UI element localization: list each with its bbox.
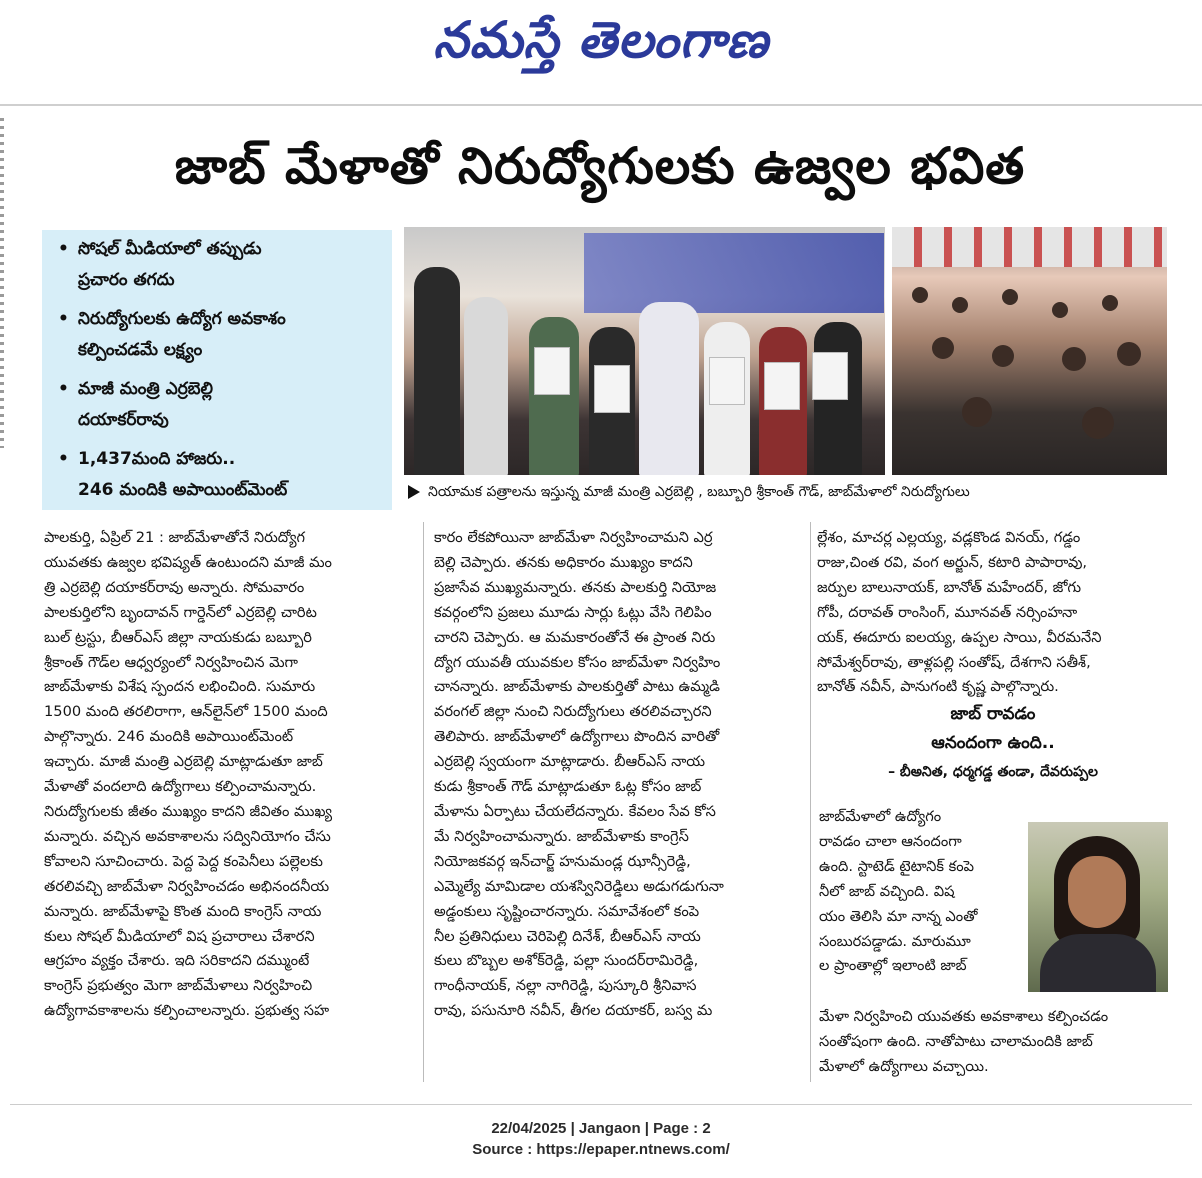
article-line: ఇచ్చారు. మాజీ మంత్రి ఎర్రబెల్లి మాట్లాడుతూ జాబ్ bbox=[44, 753, 323, 771]
column-divider bbox=[423, 522, 424, 1082]
person-figure bbox=[529, 317, 579, 475]
page-edge-marks bbox=[0, 118, 4, 448]
crowd-head bbox=[1002, 289, 1018, 305]
letter-paper bbox=[812, 352, 848, 400]
article-line: గాంధీనాయక్, నల్లా నాగిరెడ్డి, పుస్కూరి శ్రీనివాస bbox=[434, 977, 697, 995]
article-line: రాజు,చింత రవి, వంగ అర్జున్, కటారి పాపారావు, bbox=[817, 553, 1088, 571]
column-divider bbox=[810, 522, 811, 1082]
highlight-line: 1,437మంది హాజరు.. bbox=[78, 449, 236, 469]
person-figure bbox=[639, 302, 699, 475]
article-line: రావడం చాలా ఆనందంగా bbox=[819, 832, 962, 850]
article-line: గోపీ, దరావత్ రాంసింగ్, మూనవత్ నర్సింహనా bbox=[817, 603, 1078, 621]
photo-appointment-letters bbox=[404, 227, 885, 475]
highlight-line: మాజీ మంత్రి ఎర్రబెల్లి bbox=[78, 379, 213, 399]
article-line: కులు బొబ్బల అశోక్‌రెడ్డి, పల్లా సుందర్‌రామిరెడ్డి, bbox=[434, 952, 699, 970]
article-line: కోవాలని సూచించారు. పెద్ద పెద్ద కంపెనీలు పల్లెలకు bbox=[44, 852, 323, 870]
article-line: మే నిర్వహించామన్నారు. జాబ్‌మేళాకు కాంగ్రెస్ bbox=[434, 827, 689, 845]
article-line: నిరుద్యోగులకు జీతం ముఖ్యం కాదని జీవితం ముఖ్య bbox=[44, 802, 333, 820]
portrait-body bbox=[1040, 934, 1156, 992]
footer bbox=[0, 1118, 1202, 1160]
top-rule bbox=[0, 104, 1202, 106]
article-line: నియోజకవర్గ ఇన్‌చార్జ్ హనుమండ్ల ఝాన్సీరెడ్డి, bbox=[434, 852, 691, 870]
article-line: ల ప్రాంతాల్లో ఇలాంటి జాబ్ bbox=[819, 957, 967, 975]
article-line: ద్యోగ యువతీ యువకుల కోసం జాబ్‌మేళా నిర్వహిం bbox=[434, 653, 721, 671]
bullet-icon: • bbox=[58, 239, 69, 259]
article-line: సంతోషంగా ఉంది. నాతోపాటు చాలామందికి జాబ్ bbox=[819, 1032, 1093, 1050]
article-line: మేళాను ఏర్పాటు చేయలేదన్నారు. కేవలం సేవ కోస bbox=[434, 802, 716, 820]
article-column-2 bbox=[434, 526, 802, 1024]
article-line: నీల ప్రతినిధులు చెరిపెల్లి దినేశ్, బీఆర్‌ఎస్ నాయ bbox=[434, 927, 701, 945]
letter-paper bbox=[764, 362, 800, 410]
article-line: చానన్నారు. జాబ్‌మేళాకు పాలకుర్తితో పాటు ఉమ్మడి bbox=[434, 678, 720, 696]
article-line: అడ్డంకులు సృష్టించారన్నారు. సమావేశంలో కంపె bbox=[434, 902, 700, 920]
crowd-head bbox=[1052, 302, 1068, 318]
article-line: కాంగ్రెస్ ప్రభుత్వం మెగా జాబ్‌మేళాలు నిర్వహించి bbox=[44, 977, 313, 995]
portrait-photo bbox=[1028, 822, 1168, 992]
headline bbox=[40, 126, 1160, 218]
crowd-head bbox=[1062, 347, 1086, 371]
highlight-line: సోషల్ మీడియాలో తప్పుడు bbox=[78, 239, 262, 259]
sidebar-byline: – బీఅనిత, ధర్మగడ్డ తండా, దేవరుప్పల bbox=[888, 764, 1098, 780]
highlight-item bbox=[58, 234, 262, 296]
stage-banner bbox=[584, 233, 884, 313]
article-line: యువతకు ఉజ్వల భవిష్యత్ ఉంటుందని మాజీ మం bbox=[44, 553, 332, 571]
article-line: పాలకుర్తి, ఏప్రిల్ 21 : జాబ్‌మేళాతోనే నిరుద్యోగ bbox=[44, 529, 306, 546]
sidebar-title-line1: జాబ్ రావడం bbox=[950, 704, 1036, 724]
photo-caption bbox=[404, 478, 1168, 506]
article-line: జర్పుల బాలునాయక్, బానోత్ మహేందర్, జోగు bbox=[817, 578, 1081, 596]
article-line: 1500 మంది తరలిరాగా, ఆన్‌లైన్‌లో 1500 మంది bbox=[44, 703, 328, 721]
caption-arrow-icon bbox=[408, 485, 420, 499]
article-line: ఎమ్మెల్యే మామిడాల యశస్వినిరెడ్డిలు అడుగడుగునా bbox=[434, 877, 724, 895]
bullet-icon: • bbox=[58, 379, 69, 399]
bullet-icon: • bbox=[58, 309, 69, 329]
highlight-item bbox=[58, 374, 213, 436]
crowd-head bbox=[1117, 342, 1141, 366]
highlight-line: నిరుద్యోగులకు ఉద్యోగ అవకాశం bbox=[78, 309, 286, 329]
crowd-head bbox=[912, 287, 928, 303]
article-line: త్రి ఎర్రబెల్లి దయాకర్‌రావు అన్నారు. సోమవారం bbox=[44, 578, 305, 596]
article-line: యక్, ఈదూరు ఐలయ్య, ఉప్పల సాయి, వీరమనేని bbox=[817, 628, 1102, 646]
highlight-line: కల్పించడమే లక్ష్యం bbox=[78, 340, 203, 360]
article-line: పాల్గొన్నారు. 246 మందికి అపాయింట్‌మెంట్ bbox=[44, 728, 294, 746]
article-line: పాలకుర్తిలోని బృందావన్ గార్డెన్‌లో ఎర్రబెల్లి చారిట bbox=[44, 603, 317, 621]
article-line: ఆగ్రహం వ్యక్తం చేశారు. ఇది సరికాదని దమ్ముంటే bbox=[44, 952, 310, 970]
highlight-line: 246 మందికి అపాయింట్‌మెంట్ bbox=[78, 480, 288, 500]
article-line: వరంగల్ జిల్లా నుంచి నిరుద్యోగులు తరలివచ్చారని bbox=[434, 703, 712, 721]
article-line: శ్రీకాంత్ గౌడ్‌ల ఆధ్వర్యంలో నిర్వహించిన మెగా bbox=[44, 653, 298, 671]
article-line: ల్లేశం, మాచర్ల ఎల్లయ్య, వడ్లకొండ వినయ్, గడ్డం bbox=[817, 529, 1081, 546]
article-line: ఉద్యోగావకాశాలను కల్పించాలన్నారు. ప్రభుత్వ సహ bbox=[44, 1002, 330, 1020]
article-line: ఎర్రబెల్లి స్వయంగా మాట్లాడారు. బీఆర్‌ఎస్ నాయ bbox=[434, 753, 706, 771]
article-line: మన్నారు. వచ్చిన అవకాశాలను సద్వినియోగం చేసు bbox=[44, 827, 331, 845]
sidebar-story-heading bbox=[817, 700, 1169, 786]
crowd-head bbox=[1082, 407, 1114, 439]
crowd-head bbox=[962, 397, 992, 427]
portrait-face bbox=[1068, 856, 1126, 928]
bottom-rule bbox=[10, 1104, 1192, 1105]
article-line: మేళాలో ఉద్యోగాలు వచ్చాయి. bbox=[819, 1057, 989, 1075]
highlight-line: ప్రచారం తగదు bbox=[78, 270, 175, 290]
highlight-item bbox=[58, 444, 287, 506]
bullet-icon: • bbox=[58, 449, 69, 469]
tent-canopy bbox=[892, 227, 1167, 267]
masthead-title: నమస్తే తెలంగాణ bbox=[433, 10, 769, 69]
letter-paper bbox=[709, 357, 745, 405]
person-figure bbox=[414, 267, 460, 475]
article-line: తరలివచ్చి జాబ్‌మేళా నిర్వహించడం అభినందనీయ bbox=[44, 877, 330, 895]
article-line: బానోత్ నవీన్, పానుగంటి కృష్ణ పాల్గొన్నారు. bbox=[817, 678, 1059, 696]
sidebar-story-full-text bbox=[819, 1005, 1171, 1080]
highlight-line: దయాకర్‌రావు bbox=[78, 410, 169, 430]
article-line: ప్రజాసేవ ముఖ్యమన్నారు. తనకు పాలకుర్తి నియోజ bbox=[434, 578, 717, 596]
article-line: నీలో జాబ్ వచ్చింది. విష bbox=[819, 882, 955, 900]
crowd-head bbox=[932, 337, 954, 359]
article-line: కులు సోషల్ మీడియాలో విష ప్రచారాలు చేశారని bbox=[44, 927, 315, 945]
crowd-head bbox=[1102, 295, 1118, 311]
article-line: మన్నారు. జాబ్‌మేళాపై కొంత మంది కాంగ్రెస్ నాయ bbox=[44, 902, 322, 920]
article-line: కారం లేకపోయినా జాబ్‌మేళా నిర్వహించామని ఎర్ర bbox=[434, 529, 713, 546]
masthead bbox=[0, 0, 1202, 92]
person-figure bbox=[464, 297, 508, 475]
crowd-head bbox=[992, 345, 1014, 367]
letter-paper bbox=[594, 365, 630, 413]
article-line: బెల్లి చెప్పారు. తనకు అధికారం ముఖ్యం కాదని bbox=[434, 553, 693, 571]
article-line: జాబ్‌మేళాకు విశేష స్పందన లభించింది. సుమారు bbox=[44, 678, 316, 696]
article-line: సంబురపడ్డాడు. మారుమూ bbox=[819, 932, 971, 950]
article-line: కుడు శ్రీకాంత్ గౌడ్ మాట్లాడుతూ ఓట్ల కోసం జాబ్ bbox=[434, 778, 702, 796]
photo-job-fair-crowd bbox=[892, 227, 1167, 475]
article-line: మేళాతో వందలాది ఉద్యోగాలు కల్పించామన్నారు. bbox=[44, 778, 317, 796]
article-line: బుల్ ట్రస్టు, బీఆర్‌ఎస్ జిల్లా నాయకుడు బబ్బూరి bbox=[44, 628, 312, 646]
article-line: సోమేశ్వర్‌రావు, తాళ్లపల్లి సంతోష్, దేశగాని సతీశ్, bbox=[817, 653, 1091, 671]
article-line: రావు, పసునూరి నవీన్, తీగల దయాకర్, బస్వ మ bbox=[434, 1002, 713, 1020]
highlights-box bbox=[42, 230, 392, 510]
letter-paper bbox=[534, 347, 570, 395]
article-line: జాబ్‌మేళాలో ఉద్యోగం bbox=[819, 808, 942, 825]
caption-text: నియామక పత్రాలను ఇస్తున్న మాజీ మంత్రి ఎర్రబెల్లి , బబ్బూరి శ్రీకాంత్ గౌడ్, జాబ్‌మేళాలో నిరుద్యోగులు bbox=[428, 484, 970, 500]
footer-date-edition: 22/04/2025 | Jangaon | Page : 2 bbox=[491, 1120, 711, 1137]
highlight-item bbox=[58, 304, 286, 366]
article-line: యం తెలిసి మా నాన్న ఎంతో bbox=[819, 907, 978, 925]
article-line: తెలిపారు. జాబ్‌మేళాలో ఉద్యోగాలు పొందిన వారితో bbox=[434, 728, 720, 746]
article-line: మేళా నిర్వహించి యువతకు అవకాశాలు కల్పించడం bbox=[819, 1008, 1109, 1025]
footer-source: Source : https://epaper.ntnews.com/ bbox=[472, 1141, 730, 1158]
sidebar-title-line2: ఆనందంగా ఉంది.. bbox=[931, 733, 1055, 753]
article-column-1 bbox=[44, 526, 412, 1024]
sidebar-story-narrow-text bbox=[819, 805, 1019, 979]
article-line: చారని చెప్పారు. ఆ మమకారంతోనే ఈ ప్రాంత నిరు bbox=[434, 628, 716, 646]
headline-text: జాబ్ మేళాతో నిరుద్యోగులకు ఉజ్వల భవిత bbox=[174, 136, 1026, 195]
article-line: కవర్గంలోని ప్రజలు మూడు సార్లు ఓట్లు వేసి గెలిపిం bbox=[434, 603, 712, 621]
article-line: ఉంది. స్టాటెడ్ టైటానిక్ కంపె bbox=[819, 857, 975, 875]
crowd-head bbox=[952, 297, 968, 313]
article-column-3 bbox=[817, 526, 1169, 700]
